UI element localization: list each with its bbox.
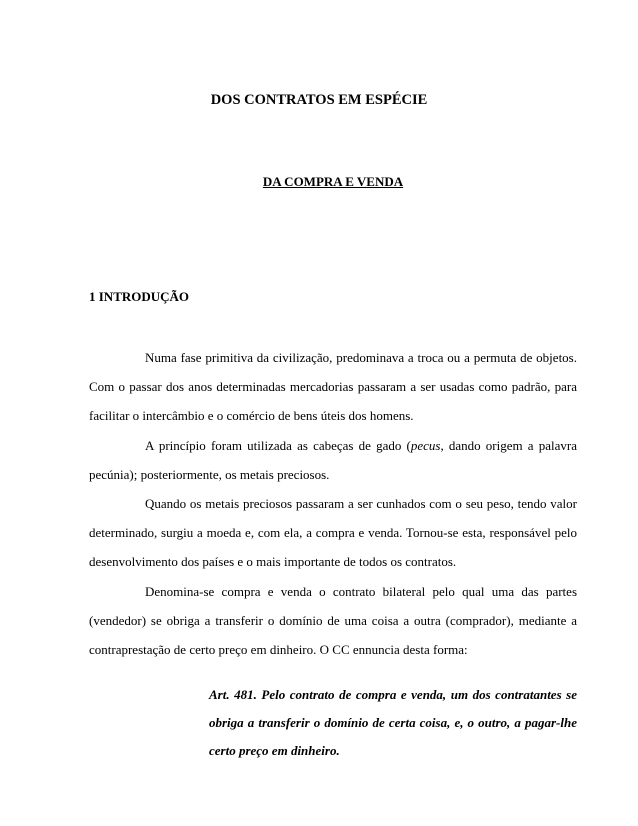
legal-quote bbox=[209, 681, 577, 765]
paragraph-2-start: A princípio foram utilizada as cabeças de gado ( bbox=[145, 437, 411, 453]
paragraph-2-end: dando origem a palavra pecúnia); posteriormente, os metais preciosos. bbox=[89, 437, 577, 482]
main-title: DOS CONTRATOS EM ESPÉCIE bbox=[210, 92, 428, 108]
paragraph-4: Denomina-se compra e venda o contrato bilateral pelo qual uma das partes (vendedor) se obriga a transferir o domínio de uma coisa a outra (comprador), mediante a contraprestação de certo preço em dinheiro. O CC ennuncia desta forma: bbox=[89, 583, 577, 658]
paragraph-2-italic: pecus, bbox=[410, 437, 444, 453]
section-heading: 1 INTRODUÇÃO bbox=[89, 289, 190, 304]
paragraph-3: Quando os metais preciosos passaram a ser cunhados com o seu peso, tendo valor determinado, surgiu a moeda e, com ela, a compra e venda. Tornou-se esta, responsável pelo desenvolvimento dos países e o mais importante de todos os contratos. bbox=[89, 496, 577, 570]
paragraph-1: Numa fase primitiva da civilização, predominava a troca ou a permuta de objetos. Com o passar dos anos determinadas mercadorias passaram a ser usadas como padrão, para facilitar o intercâmbio e o comércio de bens úteis dos homens. bbox=[89, 350, 577, 424]
sub-title: DA COMPRA E VENDA bbox=[262, 174, 404, 189]
quote-text: Art. 481. Pelo contrato de compra e venda, um dos contratantes se obriga a transferir o domínio de certa coisa, e, o outro, a pagar-lhe certo preço em dinheiro. bbox=[209, 687, 577, 758]
body-text bbox=[89, 343, 577, 664]
paragraph-2 bbox=[89, 431, 577, 489]
